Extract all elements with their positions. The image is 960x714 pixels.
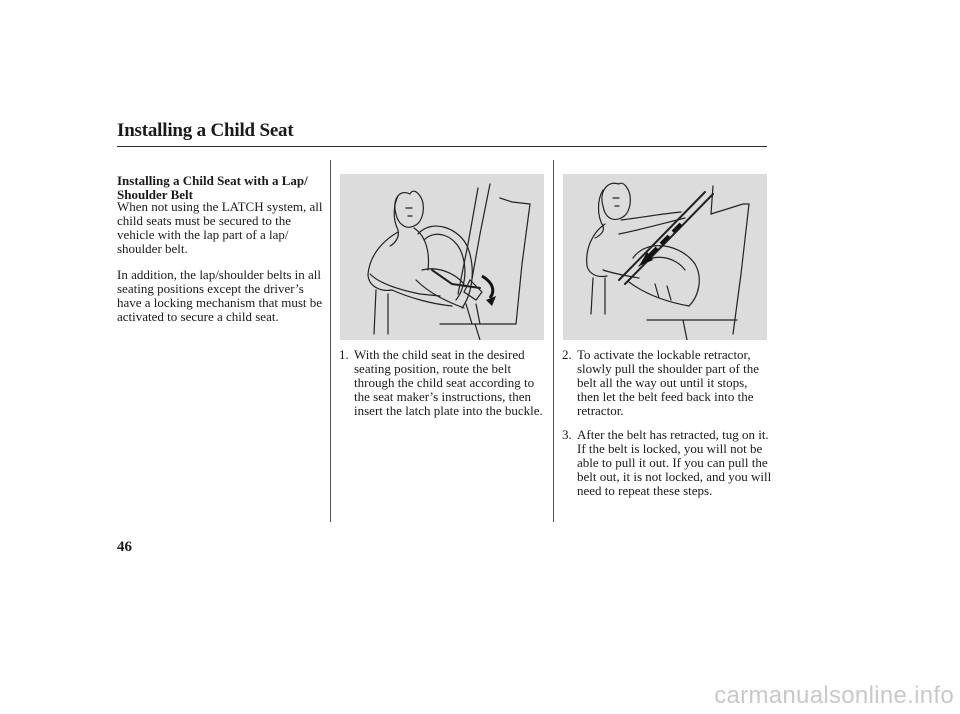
page-title: Installing a Child Seat (117, 120, 294, 141)
locking-paragraph: In addition, the lap/shoulder belts in all seating positions except the driver’s have a locking mechanism that must be activated to secure a child seat. (117, 267, 323, 324)
page-number: 46 (117, 539, 132, 555)
step-1 (339, 348, 549, 418)
watermark: carmanualsonline.info (714, 682, 954, 709)
intro-paragraph: When not using the LATCH system, all child seats must be secured to the vehicle with the lap part of a lap/ shoulder belt. (117, 199, 323, 256)
step-number: 2. (562, 347, 572, 362)
section-heading: Installing a Child Seat with a Lap/ Shoulder Belt (117, 173, 308, 202)
step-text: To activate the lockable retractor, slowly pull the shoulder part of the belt all the way out until it stops, then let the belt feed back into the retractor. (577, 347, 759, 418)
title-divider (117, 146, 767, 147)
step-text: After the belt has retracted, tug on it. If the belt is locked, you will not be able to pull it out. If you can pull the belt out, it is not locked, and you will need to repeat these steps. (577, 427, 772, 498)
column-divider-left (330, 160, 331, 522)
illustration-pull-shoulder-belt (563, 174, 767, 340)
column-divider-right (553, 160, 554, 522)
woman-installing-seat-drawing (340, 174, 544, 340)
step-2 (562, 348, 772, 418)
step-3 (562, 428, 772, 498)
illustration-route-belt (340, 174, 544, 340)
step-text: With the child seat in the desired seating position, route the belt through the child seat according to the seat maker’s instructions, then insert the latch plate into the buckle. (354, 347, 543, 418)
step-number: 3. (562, 427, 572, 442)
woman-pulling-belt-drawing (563, 174, 767, 340)
step-number: 1. (339, 347, 349, 362)
